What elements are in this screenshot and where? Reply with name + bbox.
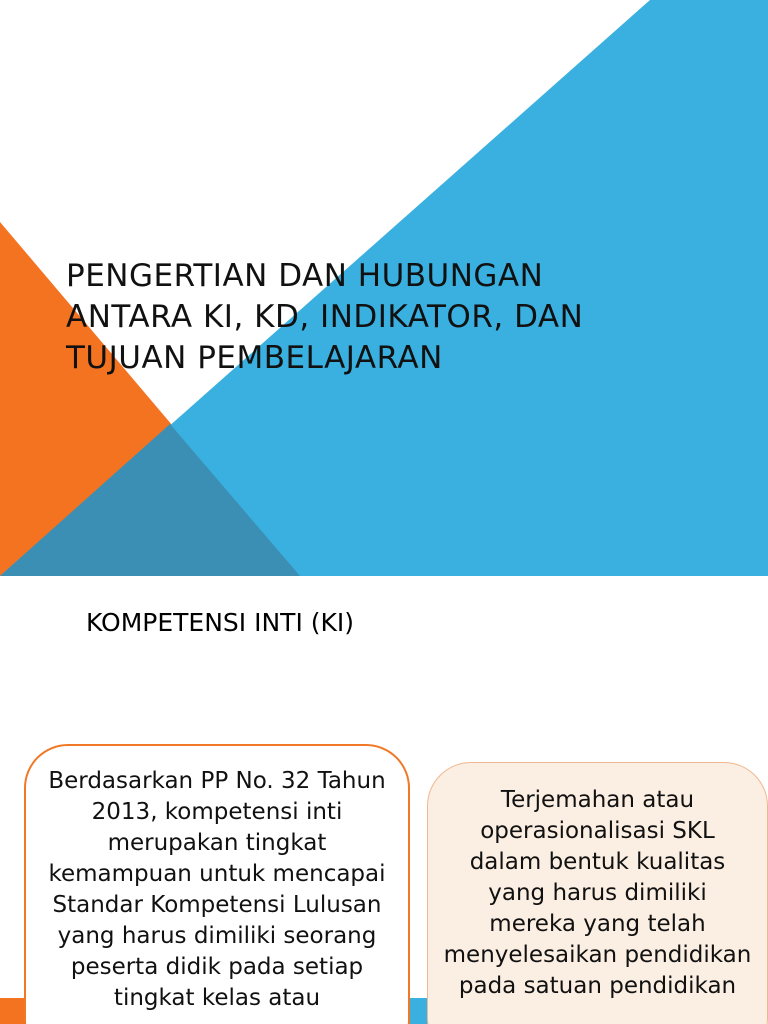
translation-text: Terjemahan atau operasionalisasi SKL dalam bentuk kualitas yang harus dimiliki mereka yang telah menyelesaikan pendidikan pada satuan pendidikan <box>443 787 752 999</box>
definition-text: Berdasarkan PP No. 32 Tahun 2013, kompetensi inti merupakan tingkat kemampuan untuk mencapai Standar Kompetensi Lulusan yang harus dimiliki seorang peserta didik pada setiap tingkat kelas atau <box>48 768 386 1011</box>
title-line-2: ANTARA KI, KD, INDIKATOR, DAN <box>66 299 584 335</box>
content-slide <box>0 576 768 1024</box>
title-line-1: PENGERTIAN DAN HUBUNGAN <box>66 258 544 294</box>
title-line-3: TUJUAN PEMBELAJARAN <box>66 340 443 376</box>
section-heading: KOMPETENSI INTI (KI) <box>86 608 355 637</box>
translation-box-skl <box>427 762 768 1024</box>
definition-box-ki <box>24 744 410 1024</box>
slide-title <box>66 256 706 379</box>
